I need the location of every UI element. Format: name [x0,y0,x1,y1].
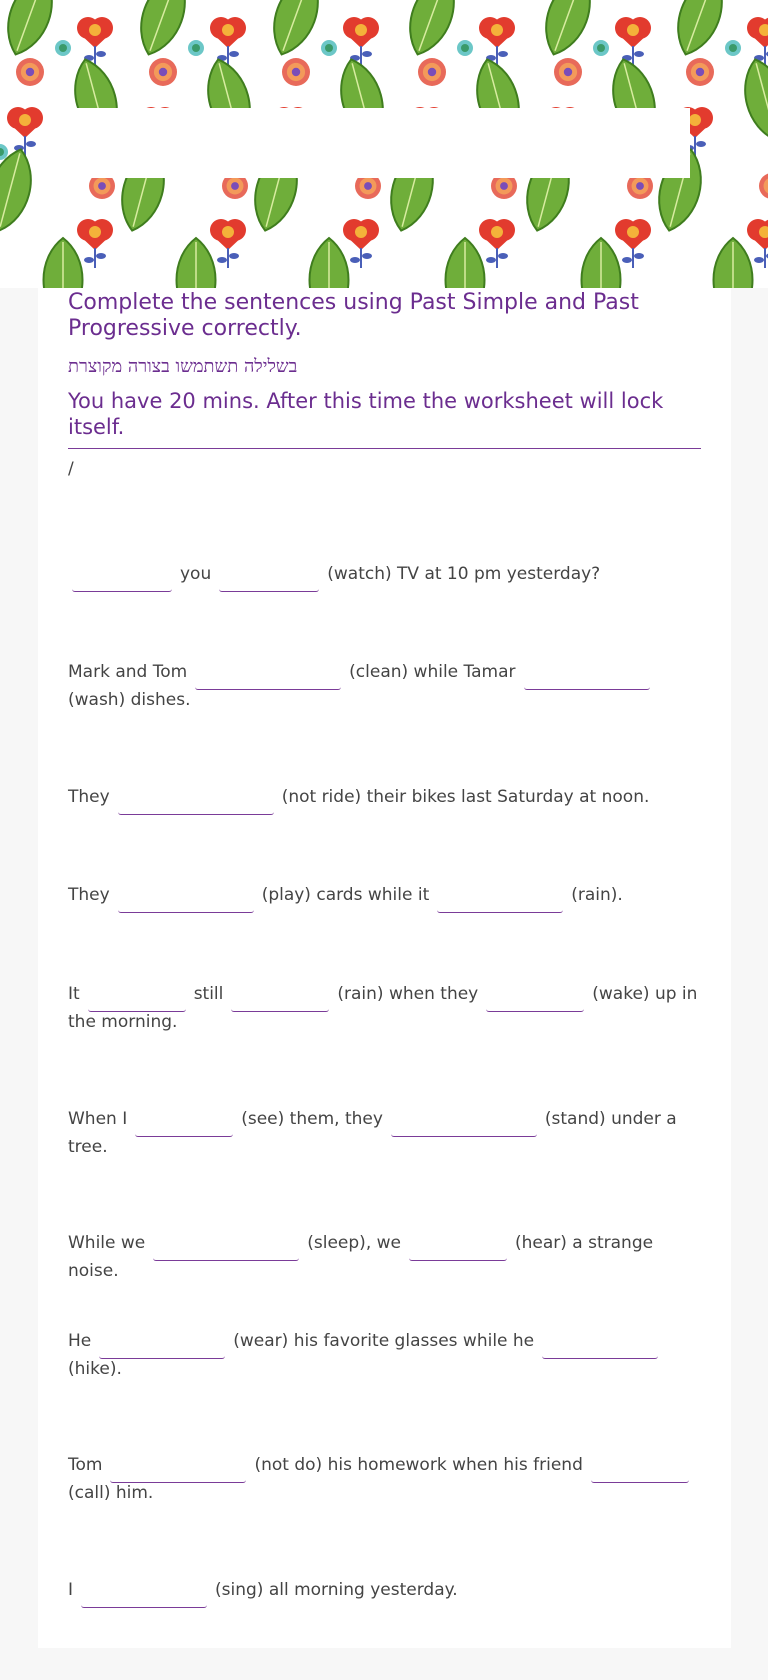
question-1 [68,560,701,588]
question-text: Mark and Tom [68,662,188,682]
worksheet [38,288,731,1648]
question-text: (wear) his favorite glasses while he [233,1331,535,1351]
question-text: (see) them, they [241,1109,383,1129]
answer-blank[interactable] [219,565,319,592]
question-text: (sleep), we [307,1233,401,1253]
answer-blank[interactable] [195,663,341,690]
answer-blank[interactable] [135,1110,233,1137]
answer-blank[interactable] [153,1234,299,1261]
answer-blank[interactable] [542,1332,658,1359]
question-6 [68,1105,701,1161]
question-9 [68,1451,701,1507]
question-text: you [180,564,212,584]
question-text: They [68,787,110,807]
question-text: (stand) under a tree. [68,1109,677,1157]
worksheet-header [68,290,701,481]
question-text: (call) him. [68,1483,154,1503]
answer-blank[interactable] [391,1110,537,1137]
answer-blank[interactable] [486,985,584,1012]
header-divider [68,448,701,449]
question-text: (hike). [68,1359,122,1379]
answer-blank[interactable] [88,985,186,1012]
question-text: (sing) all morning yesterday. [215,1580,458,1600]
question-text: (wash) dishes. [68,690,191,710]
question-text: (play) cards while it [261,885,430,905]
worksheet-title: Complete the sentences using Past Simple and Past Progressive correctly. [68,290,639,341]
answer-blank[interactable] [99,1332,225,1359]
question-text: (not ride) their bikes last Saturday at noon. [281,787,650,807]
question-text: They [68,885,110,905]
answer-blank[interactable] [231,985,329,1012]
question-text: (hear) a strange noise. [68,1233,654,1281]
question-text: While we [68,1233,146,1253]
banner-card [76,108,690,178]
time-limit-note: You have 20 mins. After this time the worksheet will lock itself. [68,389,664,439]
question-text: When I [68,1109,128,1129]
question-8 [68,1327,701,1383]
question-text: still [193,984,224,1004]
question-text: It [68,984,80,1004]
answer-blank[interactable] [409,1234,507,1261]
answer-blank[interactable] [110,1456,246,1483]
question-text: I [68,1580,74,1600]
question-2 [68,658,701,714]
answer-blank[interactable] [81,1581,207,1608]
header-banner [0,0,768,288]
question-text: (not do) his homework when his friend [254,1455,583,1475]
question-text: (clean) while Tamar [349,662,516,682]
question-text: (rain). [571,885,623,905]
answer-blank[interactable] [524,663,650,690]
answer-blank[interactable] [118,886,254,913]
question-text: Tom [68,1455,103,1475]
question-text: He [68,1331,92,1351]
question-10 [68,1576,701,1604]
question-4 [68,881,701,909]
hebrew-instruction: בשלילה תשתמשו בצורה מקוצרת [68,356,298,377]
question-5 [68,980,701,1036]
answer-blank[interactable] [437,886,563,913]
answer-blank[interactable] [72,565,172,592]
question-text: (watch) TV at 10 pm yesterday? [327,564,601,584]
question-text: (rain) when they [337,984,479,1004]
slash-text: / [68,459,74,479]
answer-blank[interactable] [591,1456,689,1483]
answer-blank[interactable] [118,788,274,815]
question-7 [68,1229,701,1285]
question-3 [68,783,701,811]
question-text: (wake) up in the morning. [68,984,698,1032]
